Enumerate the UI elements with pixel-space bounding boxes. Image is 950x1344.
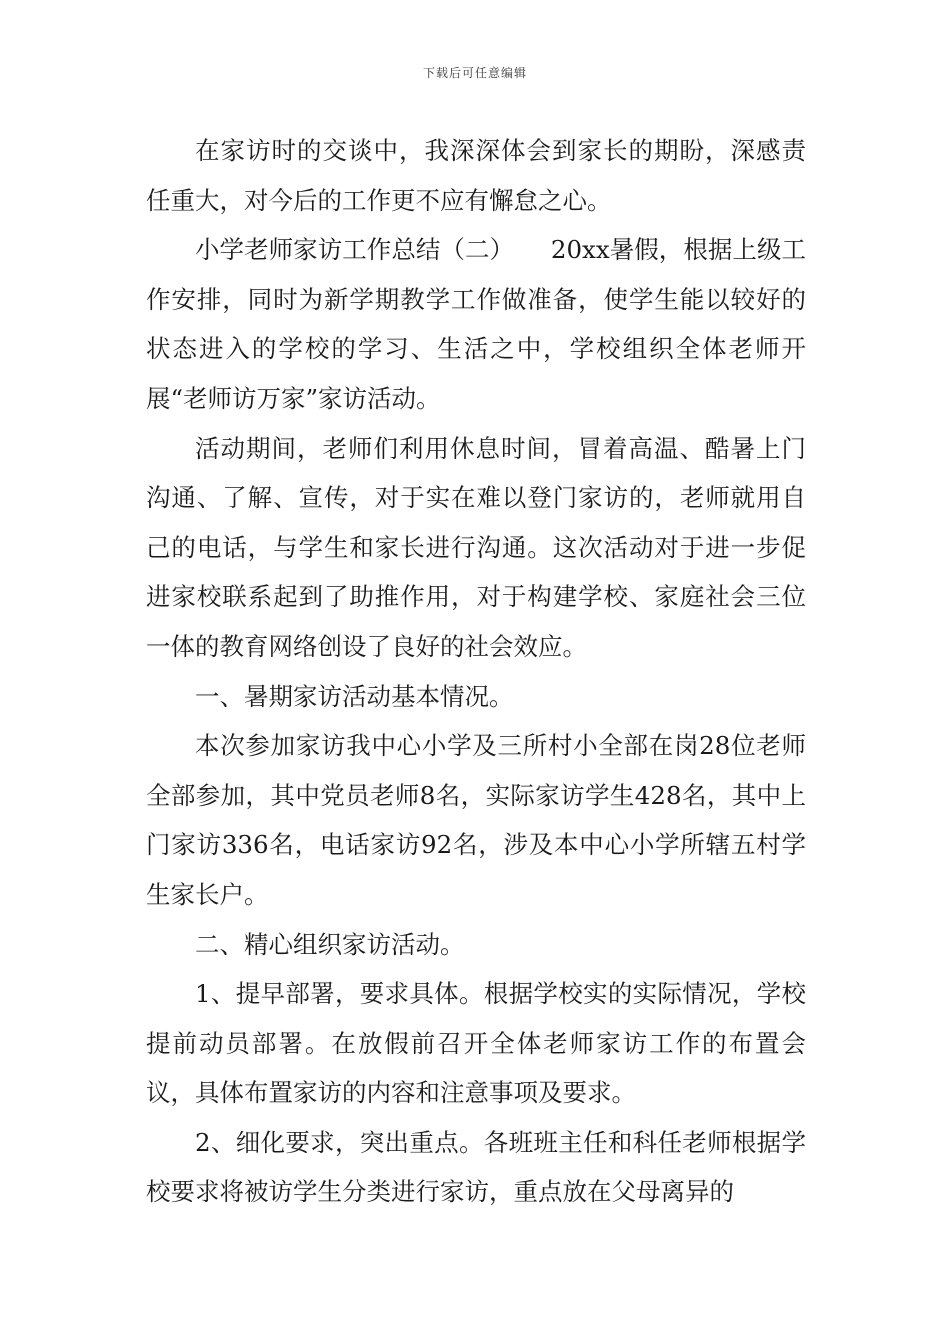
header-note: 下载后可任意编辑 xyxy=(422,66,527,80)
paragraph-4: 本次参加家访我中心小学及三所村小全部在岗28位老师全部参加，其中党员老师8名，实际家访学生428名，其中上门家访336名，电话家访92名，涉及本中心小学所辖五村学生家长户。 xyxy=(146,731,806,909)
section-heading-2: 二、精心组织家访活动。 xyxy=(195,929,465,959)
paragraph-6: 2、细化要求，突出重点。各班班主任和科任老师根据学校要求将被访学生分类进行家访，重点放在父母离异的 xyxy=(146,1127,806,1207)
paragraph-3: 活动期间，老师们利用休息时间，冒着高温、酷暑上门沟通、了解、宣传，对于实在难以登门家访的，老师就用自己的电话，与学生和家长进行沟通。这次活动对于进一步促进家校联系起到了助推作用，对于构建学校、家庭社会三位一体的教育网络创设了良好的社会效应。 xyxy=(146,433,806,661)
paragraph-2: 小学老师家访工作总结（二） 20xx暑假，根据上级工作安排，同时为新学期教学工作做准备，使学生能以较好的状态进入的学校的学习、生活之中，学校组织全体老师开展“老师访万家”家访活动。 xyxy=(146,235,806,413)
document-body xyxy=(146,126,806,1217)
paragraph-1: 在家访时的交谈中，我深深体会到家长的期盼，深感责任重大，对今后的工作更不应有懈怠之心。 xyxy=(146,136,806,215)
paragraph-5: 1、提早部署，要求具体。根据学校实的实际情况，学校提前动员部署。在放假前召开全体老师家访工作的布置会议，具体布置家访的内容和注意事项及要求。 xyxy=(146,979,806,1108)
section-heading-1: 一、暑期家访活动基本情况。 xyxy=(195,681,514,711)
